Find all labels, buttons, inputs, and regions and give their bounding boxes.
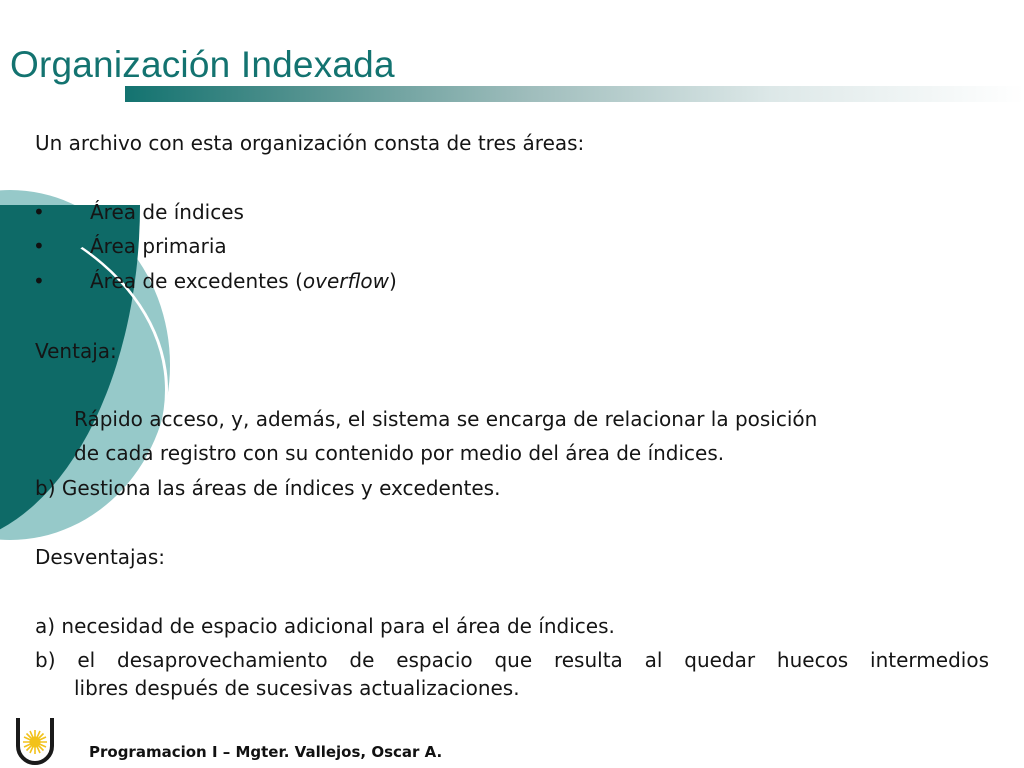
bullet-item-primaria: Área primaria [90,234,227,258]
overflow-term: overflow [302,269,390,293]
desventajas-item-b-line-1: b) el desaprovechamiento de espacio que resulta al quedar huecos intermedios [35,648,989,672]
desventajas-item-a: a) necesidad de espacio adicional para el área de índices. [35,614,615,638]
ventaja-line-2: de cada registro con su contenido por medio del área de índices. [74,441,725,465]
title-underline-bar [125,86,1024,102]
bullet-item-excedentes [90,269,397,293]
slide-title: Organización Indexada [10,44,395,85]
bullet-item-indices: Área de índices [90,200,244,224]
ventaja-heading: Ventaja: [35,339,117,363]
intro-text: Un archivo con esta organización consta de tres áreas: [35,131,585,155]
desventajas-item-b-line-2: libres después de sucesivas actualizaciones. [74,676,520,700]
ventaja-line-1: Rápido acceso, y, además, el sistema se encarga de relacionar la posición [74,407,818,431]
bullet-item-excedentes-text: Área de excedentes ( [90,269,303,293]
bullet-marker: • [33,234,45,258]
university-sun-logo-icon [14,716,56,766]
bullet-marker: • [33,200,45,224]
footer-text: Programacion I – Mgter. Vallejos, Oscar A. [89,743,443,761]
bullet-marker: • [33,269,45,293]
bullet-item-excedentes-close: ) [389,269,397,293]
ventaja-item-b: b) Gestiona las áreas de índices y excedentes. [35,476,501,500]
desventajas-heading: Desventajas: [35,545,166,569]
